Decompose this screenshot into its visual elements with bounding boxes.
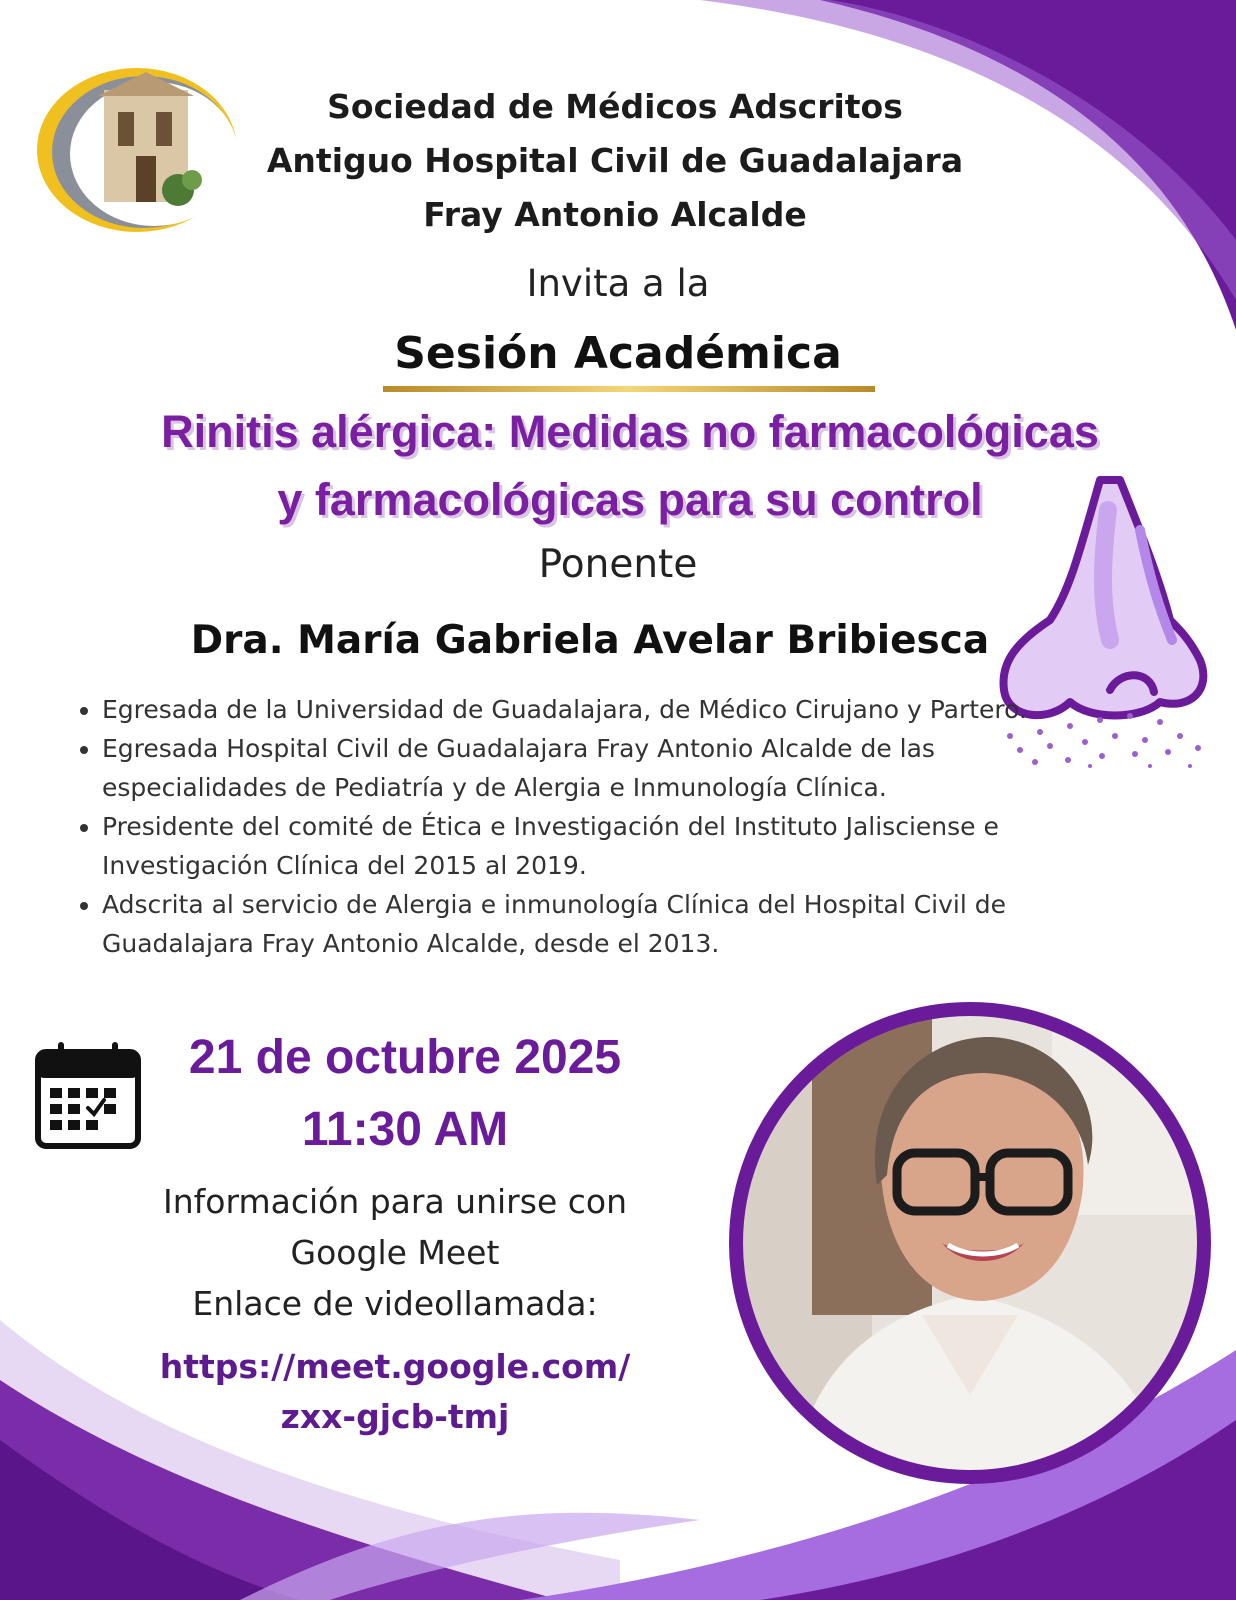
meeting-link[interactable]: [100, 1342, 690, 1442]
meeting-info: [100, 1176, 690, 1329]
speaker-photo: [722, 995, 1218, 1491]
org-line-1: Sociedad de Médicos Adscritos: [327, 87, 903, 126]
bio-item: • Adscrita al servicio de Alergia e inmunología Clínica del Hospital Civil de Guadalajara Fray Antonio Alcalde, desde el 2013.: [102, 885, 1092, 963]
meeting-info-line-1: Información para unirse con: [163, 1182, 627, 1221]
meeting-link-line-2[interactable]: zxx-gjcb-tmj: [280, 1397, 510, 1436]
calendar-icon: [34, 1040, 142, 1152]
topic-line-1: Rinitis alérgica: Medidas no farmacológicas: [161, 406, 1099, 457]
meeting-info-line-3: Enlace de videollamada:: [192, 1284, 598, 1323]
bio-item: • Egresada Hospital Civil de Guadalajara Fray Antonio Alcalde de las especialidades de Pediatría y de Alergia e Inmunología Clínica.: [102, 729, 1092, 807]
session-title: Sesión Académica: [394, 328, 842, 379]
org-line-2: Antiguo Hospital Civil de Guadalajara: [266, 141, 964, 180]
speaker-bio: [70, 690, 1092, 963]
event-time: 11:30 AM: [301, 1103, 509, 1156]
title-underline: [383, 386, 875, 392]
bio-item: • Presidente del comité de Ética e Investigación del Instituto Jalisciense e Investigación Clínica del 2015 al 2019.: [102, 807, 1092, 885]
speaker-name: Dra. María Gabriela Avelar Bribiesca: [190, 618, 990, 663]
meeting-info-line-2: Google Meet: [290, 1233, 500, 1272]
org-line-3: Fray Antonio Alcalde: [423, 195, 807, 234]
speaker-label: Ponente: [538, 542, 698, 587]
event-date: 21 de octubre 2025: [188, 1031, 622, 1084]
bio-item: • Egresada de la Universidad de Guadalajara, de Médico Cirujano y Partero.: [102, 690, 1092, 729]
organization-name: [200, 80, 1030, 242]
invite-text: Invita a la: [526, 262, 710, 305]
meeting-link-line-1[interactable]: https://meet.google.com/: [159, 1347, 631, 1386]
topic-line-2: y farmacológicas para su control: [277, 474, 983, 525]
